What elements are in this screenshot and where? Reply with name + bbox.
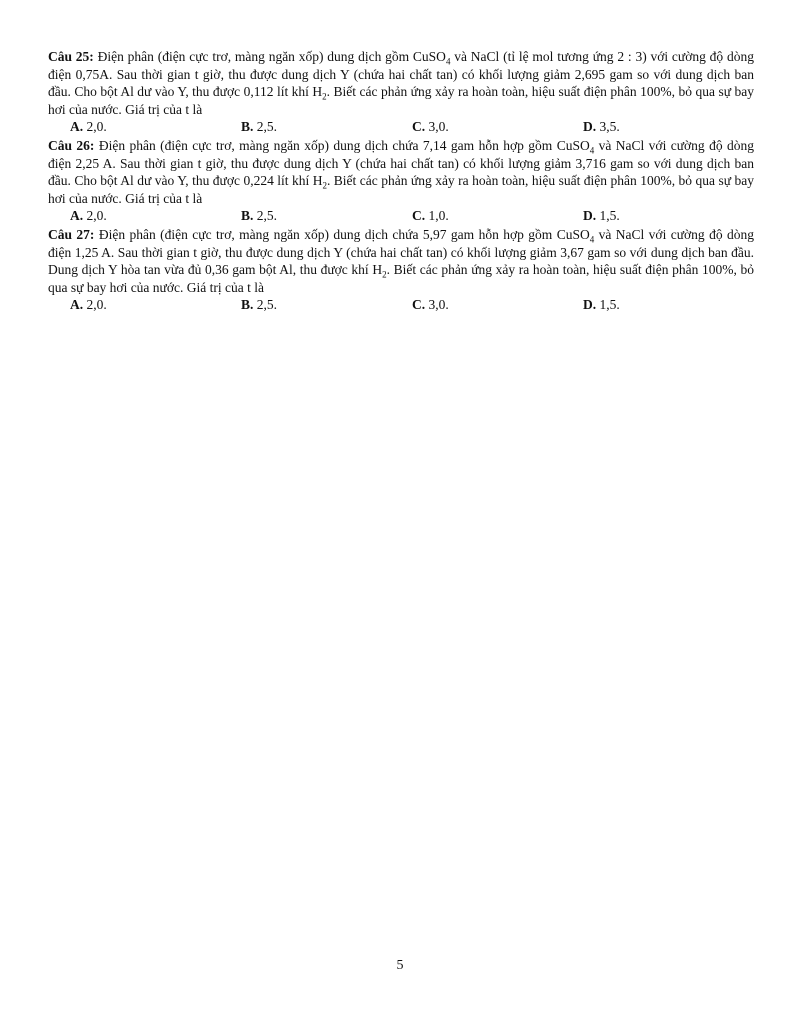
answer-option-c: C. 3,0. <box>412 119 449 135</box>
answer-options <box>70 118 754 136</box>
question-25 <box>48 48 754 136</box>
answer-options <box>70 207 754 225</box>
page-number: 5 <box>396 958 404 973</box>
answer-option-b: B. 2,5. <box>241 119 278 135</box>
question-label: Câu 25: <box>48 49 94 64</box>
question-26 <box>48 137 754 225</box>
document-page <box>48 48 754 315</box>
answer-option-b: B. 2,5. <box>241 208 278 224</box>
answer-option-a: A. 2,0. <box>70 208 107 224</box>
answer-option-c: C. 3,0. <box>412 297 449 313</box>
answer-option-d: D. 1,5. <box>583 297 620 313</box>
question-label: Câu 26: <box>48 137 95 153</box>
answer-option-d: D. 1,5. <box>583 208 620 224</box>
question-27 <box>48 226 754 314</box>
answer-option-b: B. 2,5. <box>241 297 278 313</box>
question-label: Câu 27: <box>48 226 95 242</box>
question-text: Câu 25: Điện phân (điện cực trơ, màng ngăn xốp) dung dịch gồm CuSO$_4$ và NaCl (tỉ lệ mol tương ứng 2 : 3) với cường độ dòng điện 0,75A. Sau thời gian t giờ, thu được dung dịch Y (chứa hai chất tan) có khối lượng giảm 2,695 gam so với dung dịch ban đầu. Cho bột Al dư vào Y, thu được 0,112 lít khí $H_2$. Biết các phản ứng xảy ra hoàn toàn, hiệu suất điện phân 100%, bỏ qua sự bay hơi của nước. Giá trị của t là <box>48 49 754 117</box>
answer-option-c: C. 1,0. <box>412 208 449 224</box>
question-text: Câu 27: Điện phân (điện cực trơ, màng ngăn xốp) dung dịch chứa 5,97 gam hỗn hợp gồm CuSO$_4$ và NaCl với cường độ dòng điện 1,25 A. Sau thời gian t giờ, thu được dung dịch Y (chứa hai chất tan) có khối lượng giảm 3,67 gam so với dung dịch ban đầu. Dung dịch Y hòa tan vừa đủ 0,36 gam bột Al, thu được khí $H_2$. Biết các phản ứng xảy ra hoàn toàn, hiệu suất điện phân 100%, bỏ qua sự bay hơi của nước. Giá trị của t là <box>48 226 755 295</box>
answer-option-d: D. 3,5. <box>583 119 620 135</box>
question-text: Câu 26: Điện phân (điện cực trơ, màng ngăn xốp) dung dịch chứa 7,14 gam hỗn hợp gồm CuSO$_4$ và NaCl với cường độ dòng điện 2,25 A. Sau thời gian t giờ, thu được dung dịch Y (chứa hai chất tan) có khối lượng giảm 3,716 gam so với dung dịch ban đầu. Cho bột Al dư vào Y, thu được 0,224 lít khí $H_2$. Biết các phản ứng xảy ra hoàn toàn, hiệu suất điện phân 100%, bỏ qua sự bay hơi của nước. Giá trị của t là <box>48 137 755 206</box>
answer-option-a: A. 2,0. <box>70 297 107 313</box>
answer-options <box>70 296 754 314</box>
answer-option-a: A. 2,0. <box>70 119 107 135</box>
